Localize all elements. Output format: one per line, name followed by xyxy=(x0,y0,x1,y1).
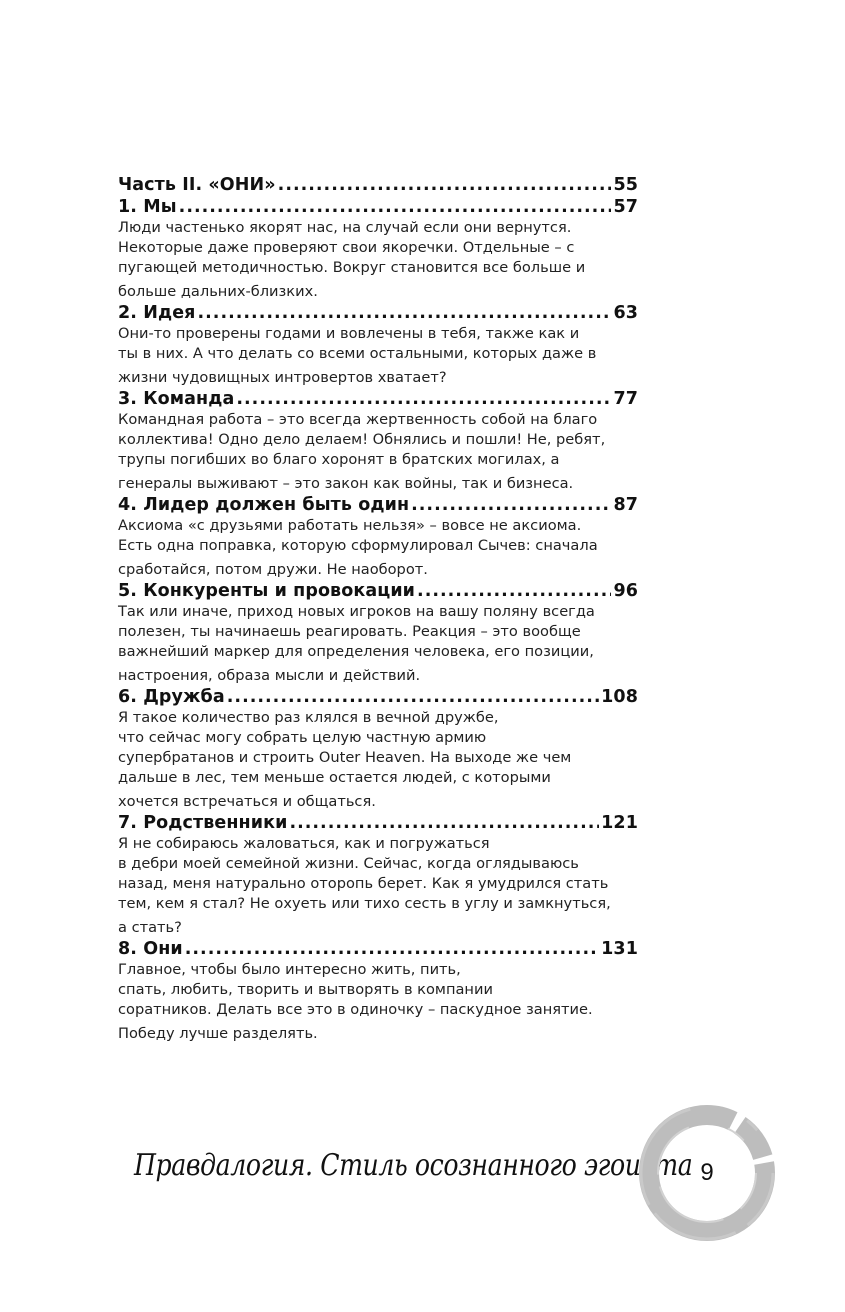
description-line: пугающей методичностью. Вокруг становится все больше и xyxy=(118,259,586,276)
dot-leader xyxy=(227,686,599,708)
toc-entry-page: 77 xyxy=(613,389,638,409)
dot-leader xyxy=(411,494,611,516)
toc-entry xyxy=(118,388,638,494)
description-line: Я такое количество раз клялся в вечной дружбе, xyxy=(118,709,499,726)
toc-heading xyxy=(118,196,638,218)
description-line: Аксиома «с друзьями работать нельзя» – вовсе не аксиома. xyxy=(118,517,582,534)
page-number: 9 xyxy=(700,1159,714,1186)
description-line: важнейший маркер для определения человека, его позиции, xyxy=(118,643,594,660)
toc-entry xyxy=(118,580,638,686)
toc-entry-title: 1. Мы xyxy=(118,197,177,217)
toc-entry xyxy=(118,686,638,812)
toc-entry-title: 3. Команда xyxy=(118,389,235,409)
description-line: генералы выживают – это закон как войны, так и бизнеса. xyxy=(118,475,574,492)
toc-entry-description xyxy=(118,834,638,938)
toc-heading xyxy=(118,938,638,960)
description-line: Командная работа – это всегда жертвенность собой на благо xyxy=(118,411,598,428)
description-line: трупы погибших во благо хоронят в братских могилах, а xyxy=(118,451,560,468)
description-line: хочется встречаться и общаться. xyxy=(118,793,376,810)
toc-entry-page: 131 xyxy=(601,939,638,959)
toc-entry-title: 4. Лидер должен быть один xyxy=(118,495,410,515)
toc-entry xyxy=(118,196,638,302)
dot-leader xyxy=(179,196,612,218)
description-line: сработайся, потом дружи. Не наоборот. xyxy=(118,561,428,578)
description-line: спать, любить, творить и вытворять в компании xyxy=(118,981,493,998)
toc-heading xyxy=(118,494,638,516)
toc-heading xyxy=(118,580,638,602)
toc-entry-description xyxy=(118,218,638,302)
description-line: Есть одна поправка, которую сформулировал Сычев: сначала xyxy=(118,537,598,554)
description-line: Так или иначе, приход новых игроков на вашу поляну всегда xyxy=(118,603,595,620)
toc-entry-page: 87 xyxy=(613,495,638,515)
description-line: Они-то проверены годами и вовлечены в тебя, также как и xyxy=(118,325,580,342)
description-line: а стать? xyxy=(118,919,182,936)
toc-entry xyxy=(118,938,638,1044)
toc-entry-description xyxy=(118,410,638,494)
toc-entry-page: 57 xyxy=(613,197,638,217)
description-line: настроения, образа мысли и действий. xyxy=(118,667,421,684)
toc-entry-title: 7. Родственники xyxy=(118,813,288,833)
dot-leader xyxy=(417,580,611,602)
dot-leader xyxy=(278,174,612,196)
description-line: Главное, чтобы было интересно жить, пить, xyxy=(118,961,461,978)
toc-heading xyxy=(118,812,638,834)
toc-heading xyxy=(118,302,638,324)
toc-entry-title: Часть II. «ОНИ» xyxy=(118,175,276,195)
toc-entry-title: 5. Конкуренты и провокации xyxy=(118,581,416,601)
toc-entry-page: 121 xyxy=(601,813,638,833)
toc-entry-page: 108 xyxy=(601,687,638,707)
description-line: больше дальних-близких. xyxy=(118,283,318,300)
description-line: супербратанов и строить Outer Heaven. На выходе же чем xyxy=(118,749,572,766)
toc-entry xyxy=(118,812,638,938)
dot-leader xyxy=(198,302,612,324)
toc-entry-page: 96 xyxy=(613,581,638,601)
toc-entry-description xyxy=(118,324,638,388)
description-line: Люди частенько якорят нас, на случай если они вернутся. xyxy=(118,219,572,236)
description-line: назад, меня натурально оторопь берет. Как я умудрился стать xyxy=(118,875,609,892)
description-line: Победу лучше разделять. xyxy=(118,1025,318,1042)
dot-leader xyxy=(185,938,599,960)
toc-entry xyxy=(118,494,638,580)
toc-heading xyxy=(118,388,638,410)
description-line: дальше в лес, тем меньше остается людей, с которыми xyxy=(118,769,551,786)
toc-entry-description xyxy=(118,960,638,1044)
description-line: соратников. Делать все это в одиночку – паскудное занятие. xyxy=(118,1001,593,1018)
description-line: тем, кем я стал? Не охуеть или тихо сесть в углу и замкнуться, xyxy=(118,895,611,912)
dot-leader xyxy=(289,812,599,834)
toc-entry-title: 2. Идея xyxy=(118,303,196,323)
description-line: коллектива! Одно дело делаем! Обнялись и пошли! Не, ребят, xyxy=(118,431,606,448)
description-line: ты в них. А что делать со всеми остальными, которых даже в xyxy=(118,345,597,362)
toc-entry xyxy=(118,174,638,196)
table-of-contents xyxy=(118,174,638,1044)
toc-entry-description xyxy=(118,708,638,812)
description-line: в дебри моей семейной жизни. Сейчас, когда оглядываюсь xyxy=(118,855,579,872)
toc-entry-description xyxy=(118,516,638,580)
toc-heading xyxy=(118,686,638,708)
description-line: что сейчас могу собрать целую частную армию xyxy=(118,729,487,746)
dot-leader xyxy=(236,388,611,410)
description-line: жизни чудовищных интровертов хватает? xyxy=(118,369,447,386)
toc-entry-title: 8. Они xyxy=(118,939,183,959)
toc-entry-page: 55 xyxy=(613,175,638,195)
toc-heading xyxy=(118,174,638,196)
description-line: полезен, ты начинаешь реагировать. Реакция – это вообще xyxy=(118,623,581,640)
description-line: Я не собираюсь жаловаться, как и погружаться xyxy=(118,835,490,852)
toc-entry xyxy=(118,302,638,388)
toc-entry-description xyxy=(118,602,638,686)
description-line: Некоторые даже проверяют свои якоречки. Отдельные – с xyxy=(118,239,575,256)
toc-entry-title: 6. Дружба xyxy=(118,687,225,707)
book-title: Правдалогия. Стиль осознанного эгоиста xyxy=(134,1148,693,1183)
toc-entry-page: 63 xyxy=(613,303,638,323)
